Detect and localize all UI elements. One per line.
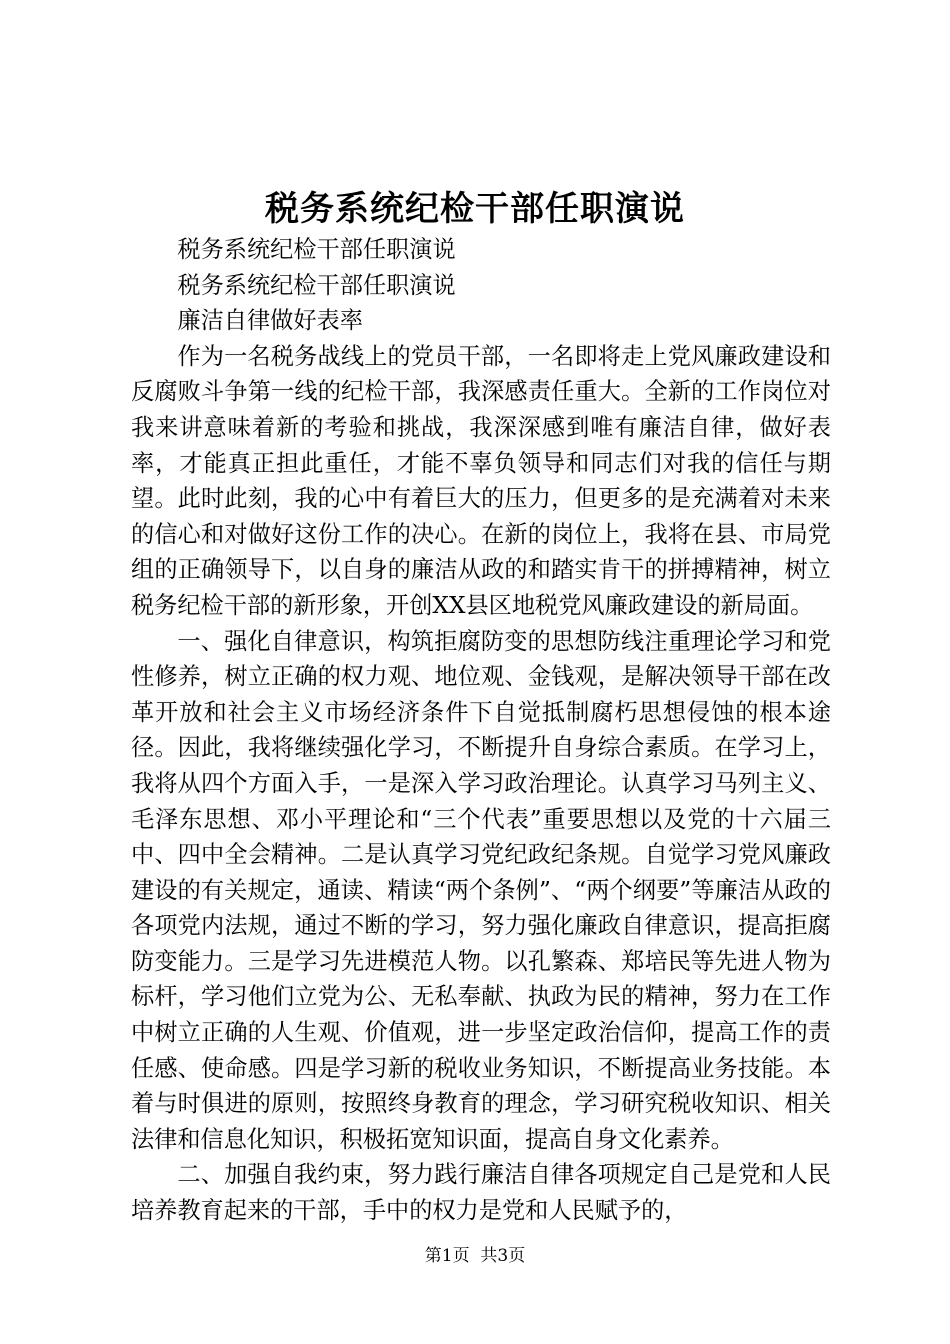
paragraph-section-1: 一、强化自律意识，构筑拒腐防变的思想防线注重理论学习和党性修养，树立正确的权力观、地位观、金钱观，是解决领导干部在改革开放和社会主义市场经济条件下自觉抵制腐朽思想侵蚀的根本途径。因此，我将继续强化学习，不断提升自身综合素质。在学习上，我将从四个方面入手，一是深入学习政治理论。认真学习马列主义、毛泽东思想、邓小平理论和“三个代表”重要思想以及党的十六届三中、四中全会精神。二是认真学习党纪政纪条规。自觉学习党风廉政建设的有关规定，通读、精读“两个条例”、“两个纲要”等廉洁从政的各项党内法规，通过不断的学习，努力强化廉政自律意识，提高拒腐防变能力。三是学习先进模范人物。以孔繁森、郑培民等先进人物为标杆，学习他们立党为公、无私奉献、执政为民的精神，努力在工作中树立正确的人生观、价值观，进一步坚定政治信仰，提高工作的责任感、使命感。四是学习新的税收业务知识，不断提高业务技能。本着与时俱进的原则，按照终身教育的理念，学习研究税收知识、相关法律和信息化知识，积极拓宽知识面，提高自身文化素养。 [131, 627, 831, 1153]
page-number: 第1页 [424, 1246, 470, 1266]
document-body [131, 232, 831, 1229]
paragraph-section-2: 二、加强自我约束，努力践行廉洁自律各项规定自己是党和人民培养教育起来的干部，手中的权力是党和人民赋予的， [131, 1161, 831, 1225]
paragraph-intro: 作为一名税务战线上的党员干部，一名即将走上党风廉政建设和反腐败斗争第一线的纪检干部，我深感责任重大。全新的工作岗位对我来讲意味着新的考验和挑战，我深深感到唯有廉洁自律，做好表率，才能真正担此重任，才能不辜负领导和同志们对我的信任与期望。此时此刻，我的心中有着巨大的压力，但更多的是充满着对未来的信心和对做好这份工作的决心。在新的岗位上，我将在县、市局党组的正确领导下，以自身的廉洁从政的和踏实肯干的拼搏精神，树立税务纪检干部的新形象，开创XX县区地税党风廉政建设的新局面。 [131, 342, 831, 619]
document-title: 税务系统纪检干部任职演说 [265, 189, 685, 229]
paragraph-subtitle-2: 税务系统纪检干部任职演说 [177, 271, 456, 299]
page-total: 共3页 [480, 1246, 526, 1266]
paragraph-subtitle-1: 税务系统纪检干部任职演说 [177, 236, 456, 263]
paragraph-heading: 廉洁自律做好表率 [177, 307, 363, 335]
page-footer [0, 1244, 950, 1268]
